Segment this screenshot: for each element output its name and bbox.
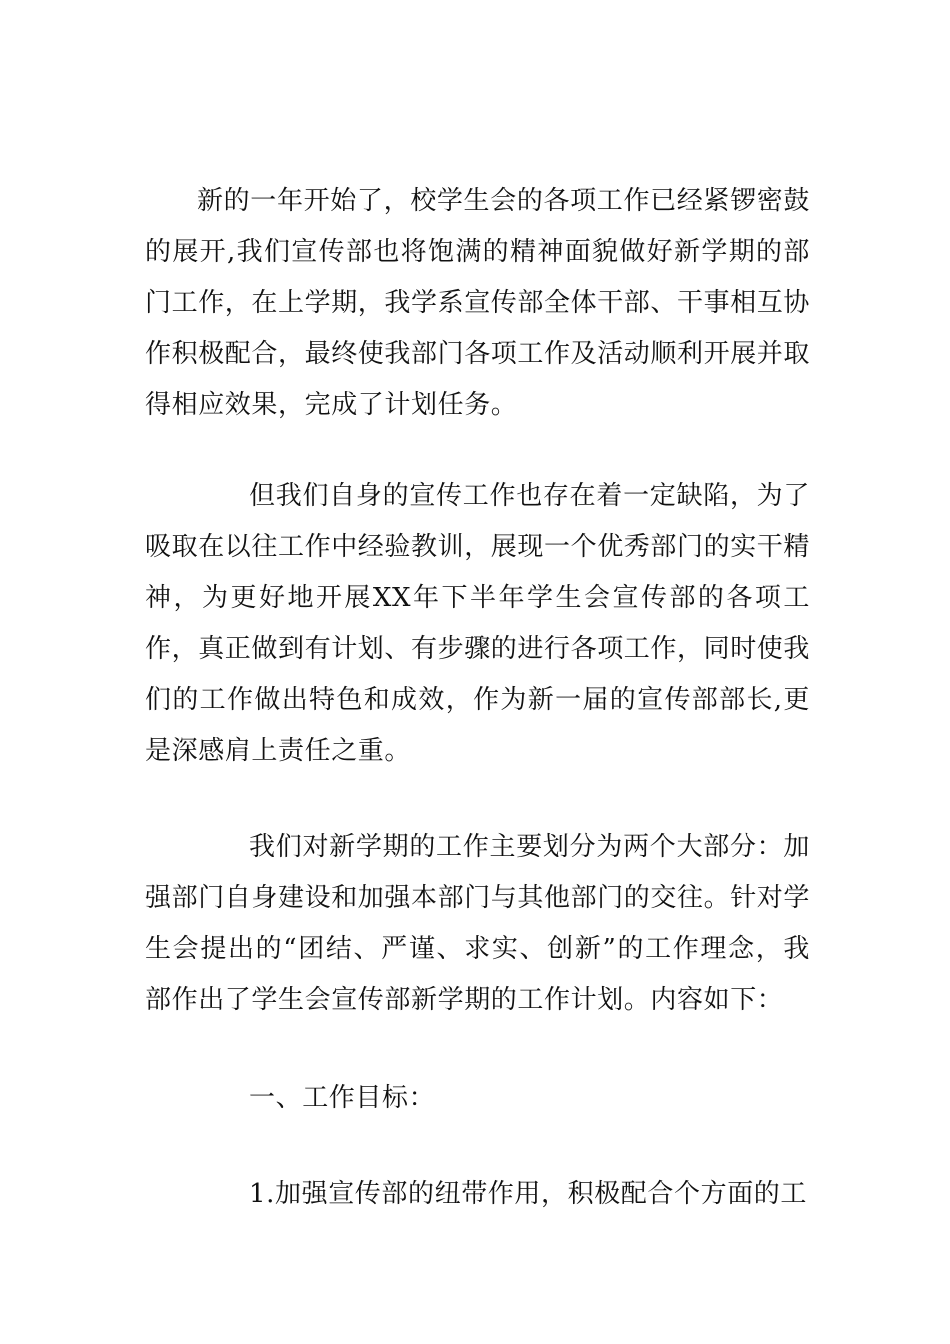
paragraph-plan-overview: 我们对新学期的工作主要划分为两个大部分：加强部门自身建设和加强本部门与其他部门的交往。针对学生会提出的“团结、严谨、求实、创新”的工作理念，我部作出了学生会宣传部新学期的工作计划。内容如下：	[145, 832, 811, 1015]
paragraph-intro: 新的一年开始了，校学生会的各项工作已经紧锣密鼓的展开,我们宣传部也将饱满的精神面貌做好新学期的部门工作，在上学期，我学系宣传部全体干部、干事相互协作积极配合，最终使我部门各项工作及活动顺利开展并取得相应效果，完成了计划任务。	[145, 186, 811, 420]
list-item-goal-1: 1.加强宣传部的纽带作用，积极配合个方面的工	[249, 1179, 808, 1209]
paragraph-shortcomings: 但我们自身的宣传工作也存在着一定缺陷，为了吸取在以往工作中经验教训，展现一个优秀部门的实干精神，为更好地开展XX年下半年学生会宣传部的各项工作，真正做到有计划、有步骤的进行各项工作，同时使我们的工作做出特色和成效，作为新一届的宣传部部长,更是深感肩上责任之重。	[145, 481, 811, 766]
section-heading-goals: 一、工作目标：	[249, 1083, 436, 1113]
